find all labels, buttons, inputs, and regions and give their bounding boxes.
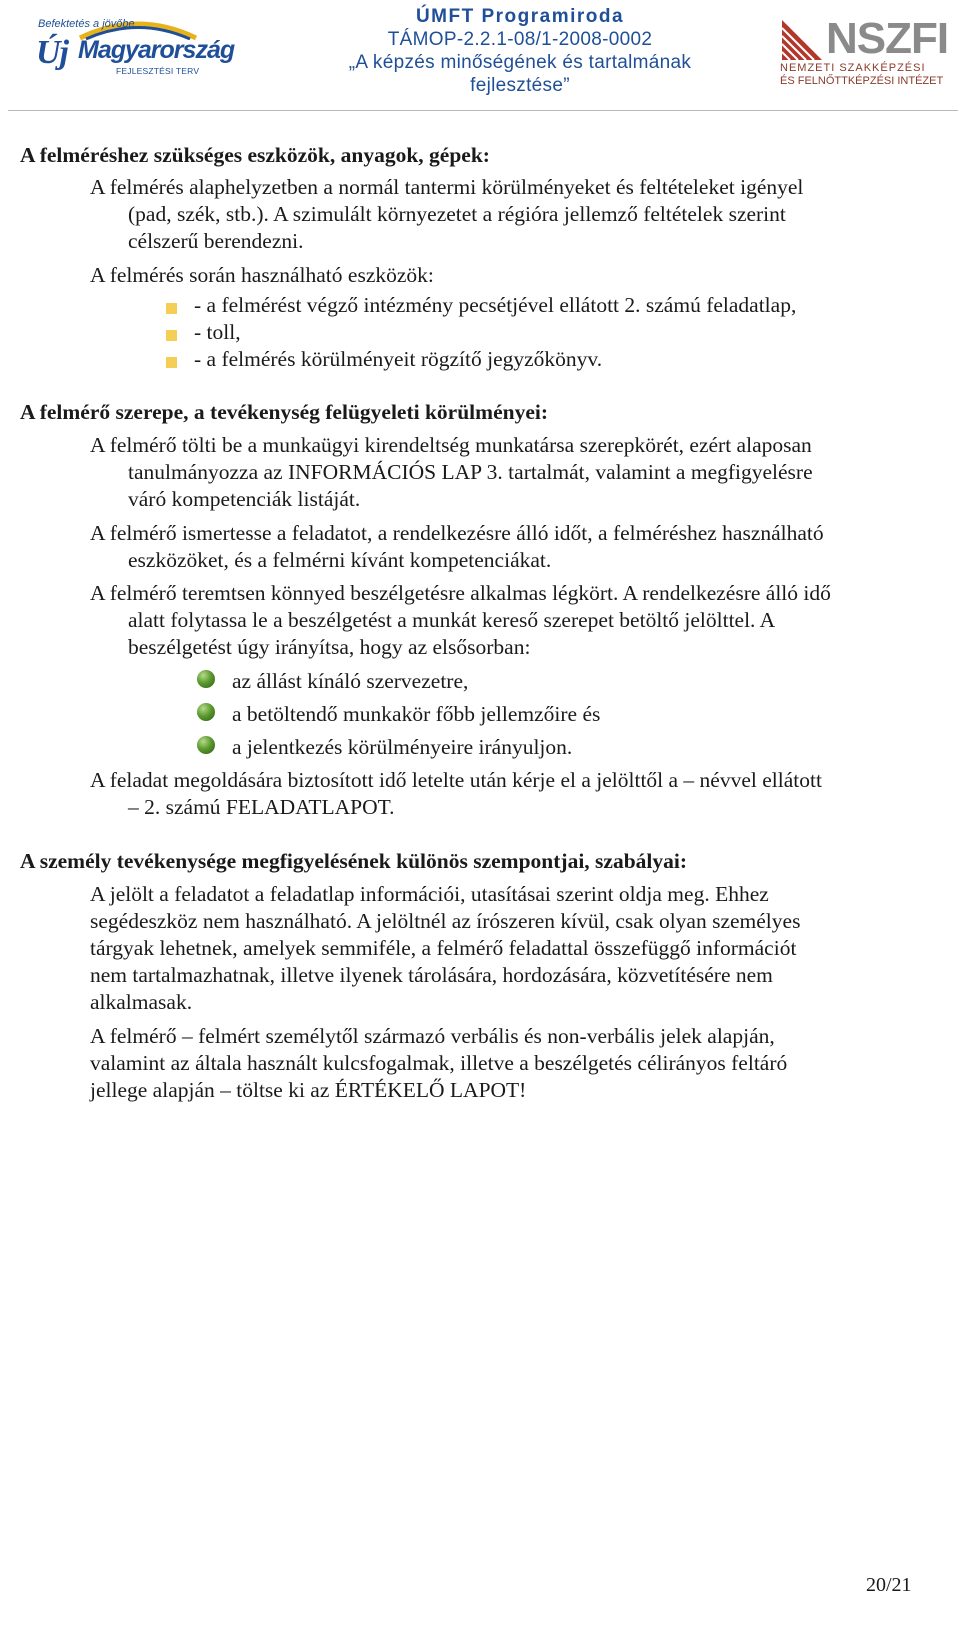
section2-p3-line3: beszélgetést úgy irányítsa, hogy az elsősorban: [128, 635, 531, 659]
section1-bullet: - a felmérés körülményeit rögzítő jegyzőkönyv. [194, 347, 603, 371]
section3-p1-line2: segédeszköz nem használható. A jelöltnél az írószeren kívül, csak olyan személyes [90, 909, 801, 933]
section2-heading: A felmérő szerepe, a tevékenység felügyeleti körülményei: [20, 400, 548, 424]
header-divider [8, 110, 958, 111]
section1-heading: A felméréshez szükséges eszközök, anyagok, gépek: [20, 143, 490, 167]
page-header [0, 0, 960, 112]
section2-p1-line2: tanulmányozza az INFORMÁCIÓS LAP 3. tartalmát, valamint a megfigyelésre [128, 460, 813, 484]
section2-p1-line1: A felmérő tölti be a munkaügyi kirendeltség munkatársa szerepkörét, ezért alaposan [90, 433, 812, 457]
header-title [300, 6, 740, 97]
section3-p2-line2: valamint az általa használt kulcsfogalmak, illetve a beszélgetés célirányos feltáró [90, 1051, 788, 1075]
nszfi-name: NSZFI [826, 14, 949, 63]
header-title-line1: ÚMFT Programiroda [415, 6, 625, 27]
section3-p2-line3: jellege alapján – töltse ki az ÉRTÉKELŐ LAPOT! [90, 1078, 527, 1102]
section2-p4-line1: A feladat megoldására biztosított idő letelte után kérje el a jelölttől a – névvel ellátott [90, 768, 822, 792]
section1-p1-line1: A felmérés alaphelyzetben a normál tantermi körülményeket és feltételeket igényel [90, 175, 804, 199]
section1-bullet: - toll, [194, 320, 241, 344]
section1-p1-line2: (pad, szék, stb.). A szimulált környezetet a régióra jellemző feltételek szerint [128, 202, 786, 226]
logo-name-a: Új [36, 34, 68, 71]
section2-p3-line1: A felmérő teremtsen könnyed beszélgetésre alkalmas légkört. A rendelkezésre álló idő [90, 581, 831, 605]
nszfi-sub2: ÉS FELNŐTTKÉPZÉSI INTÉZET [780, 75, 944, 87]
logo-tagline: Befektetés a jövőbe [38, 18, 135, 30]
section3-p1-line4: nem tartalmazhatnak, illetve ilyenek tárolására, hordozására, közvetítésére nem [90, 963, 773, 987]
nszfi-logo [780, 16, 950, 88]
header-title-line4: fejlesztése” [470, 75, 570, 96]
section3-p1-line5: alkalmasak. [90, 990, 193, 1014]
section2-bullet: a betöltendő munkakör főbb jellemzőire és [232, 702, 601, 726]
section3-p2-line1: A felmérő – felmért személytől származó verbális és non-verbális jelek alapján, [90, 1024, 775, 1048]
section1-p2: A felmérés során használható eszközök: [90, 263, 434, 287]
green-ball-bullet-icon [197, 703, 215, 721]
green-ball-bullet-icon [197, 670, 215, 688]
nszfi-emblem-icon [780, 18, 824, 62]
green-ball-bullet-icon [197, 736, 215, 754]
nszfi-sub1: NEMZETI SZAKKÉPZÉSI [780, 62, 926, 74]
section2-p2-line2: eszközöket, és a felmérni kívánt kompetenciákat. [128, 548, 552, 572]
section3-p1-line1: A jelölt a feladatot a feladatlap információi, utasításai szerint oldja meg. Ehhez [90, 882, 769, 906]
section2-bullet: az állást kínáló szervezetre, [232, 669, 469, 693]
page-number: 20/21 [866, 1574, 912, 1596]
logo-subtitle: FEJLESZTÉSI TERV [116, 66, 200, 76]
section2-p3-line2: alatt folytassa le a beszélgetést a munkát kereső szerepet betöltő jelölttel. A [128, 608, 776, 632]
uj-magyarorszag-logo [34, 14, 235, 86]
section3-p1-line3: tárgyak lehetnek, amelyek semmiféle, a felmérő feladattal összefüggő információt [90, 936, 797, 960]
header-title-line3: „A képzés minőségének és tartalmának [348, 52, 692, 73]
section2-bullet: a jelentkezés körülményeire irányuljon. [232, 735, 573, 759]
section3-heading: A személy tevékenysége megfigyelésének különös szempontjai, szabályai: [20, 849, 688, 873]
header-title-line2: TÁMOP-2.2.1-08/1-2008-0002 [387, 29, 653, 50]
square-bullet-icon [166, 330, 177, 341]
square-bullet-icon [166, 303, 177, 314]
logo-name-b: Magyarország [78, 36, 235, 64]
square-bullet-icon [166, 357, 177, 368]
section1-bullet: - a felmérést végző intézmény pecsétjével ellátott 2. számú feladatlap, [194, 293, 797, 317]
section2-p2-line1: A felmérő ismertesse a feladatot, a rendelkezésre álló időt, a felméréshez használható [90, 521, 824, 545]
section2-p4-line2: – 2. számú FELADATLAPOT. [128, 795, 395, 819]
section2-p1-line3: váró kompetenciák listáját. [128, 487, 361, 511]
section1-p1-line3: célszerű berendezni. [128, 229, 304, 253]
